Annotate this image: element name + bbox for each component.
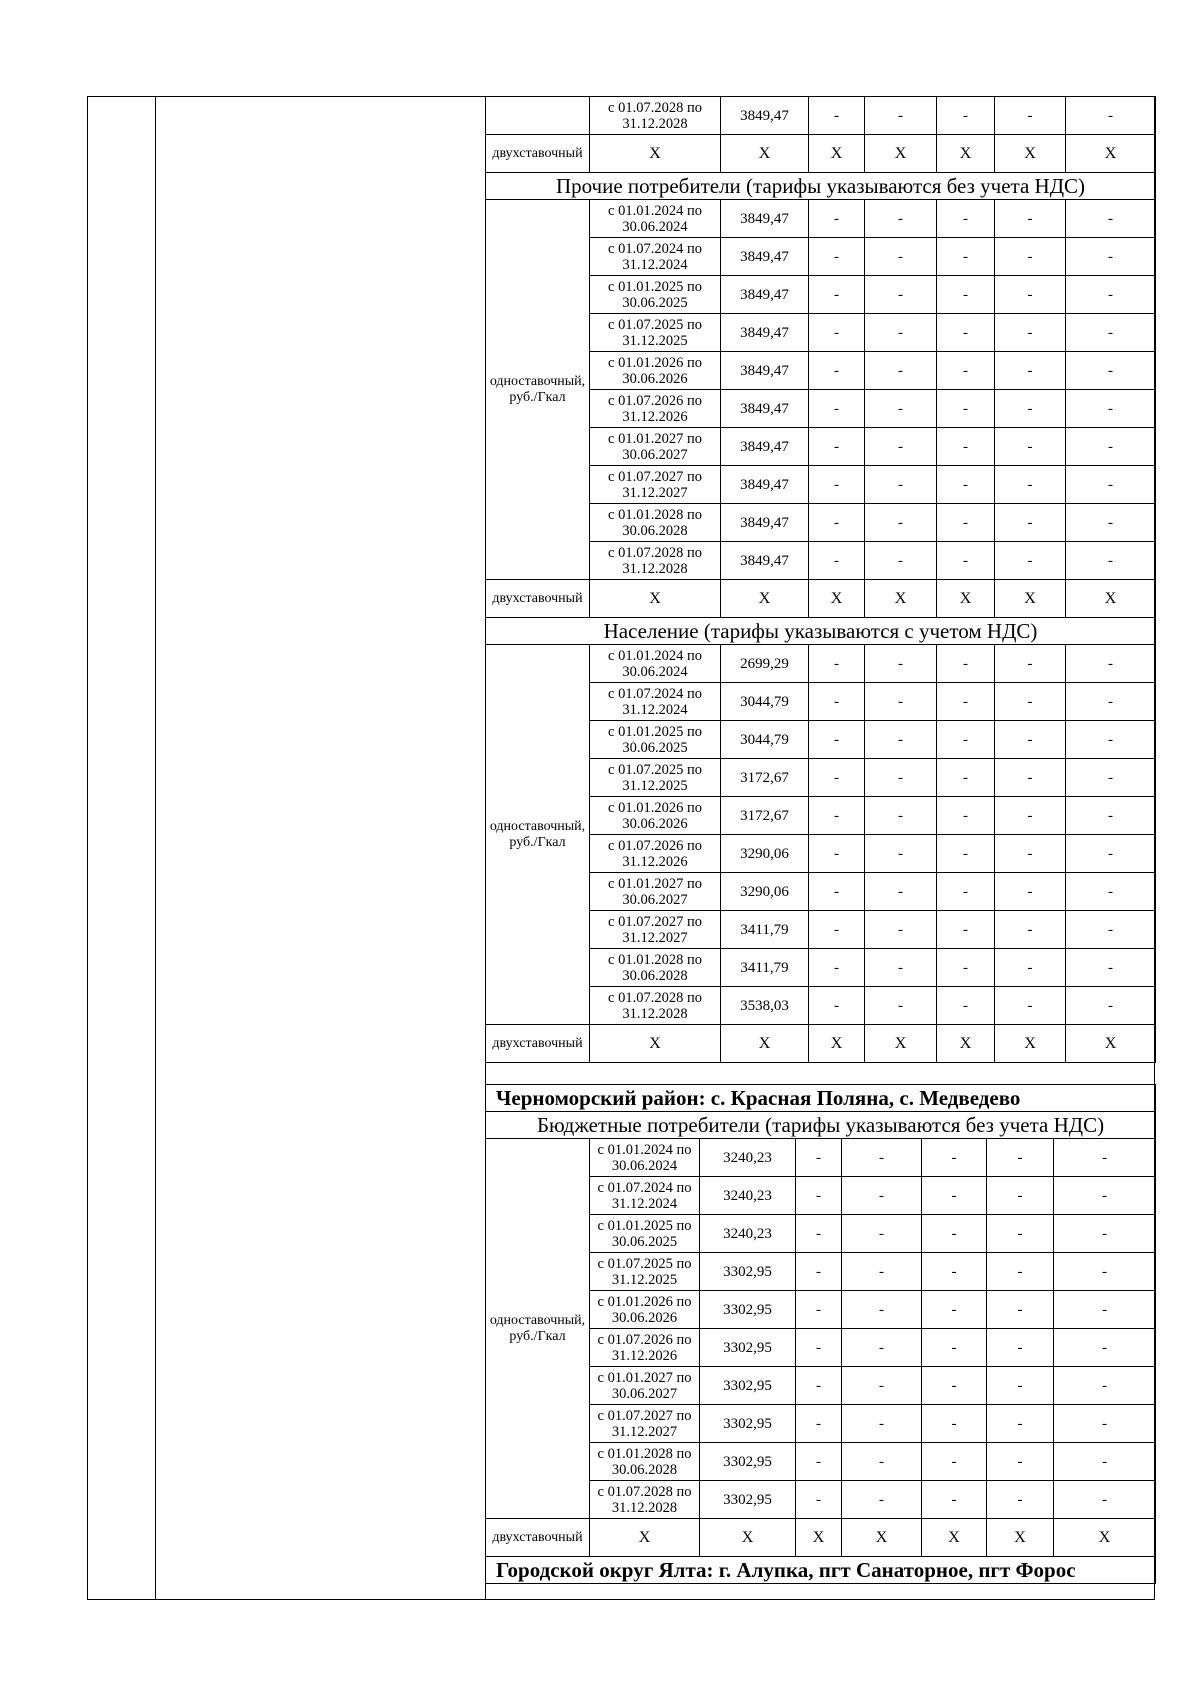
x-cell: X: [922, 1519, 987, 1557]
period-cell: с 01.07.2028 по 31.12.2028: [590, 987, 721, 1025]
section-header: Население (тарифы указываются с учетом НДС): [486, 618, 1156, 645]
empty-cell: -: [1066, 352, 1156, 390]
empty-cell: -: [937, 276, 995, 314]
empty-cell: -: [1066, 721, 1156, 759]
empty-cell: -: [796, 1253, 842, 1291]
table-row: [486, 135, 1156, 173]
period-cell: с 01.01.2026 по 30.06.2026: [590, 352, 721, 390]
table-row: [486, 1085, 1156, 1112]
empty-cell: -: [995, 683, 1066, 721]
x-cell: X: [700, 1519, 796, 1557]
x-cell: X: [937, 1025, 995, 1063]
period-cell: с 01.01.2025 по 30.06.2025: [590, 1215, 700, 1253]
table-row: [486, 1025, 1156, 1063]
empty-cell: -: [937, 759, 995, 797]
empty-cell: -: [937, 238, 995, 276]
period-cell: с 01.07.2027 по 31.12.2027: [590, 1405, 700, 1443]
empty-cell: -: [937, 987, 995, 1025]
empty-cell: -: [922, 1177, 987, 1215]
empty-cell: -: [865, 759, 937, 797]
tariff-value: 3849,47: [721, 276, 809, 314]
empty-cell: -: [1066, 949, 1156, 987]
empty-cell: -: [1066, 428, 1156, 466]
period-cell: с 01.01.2028 по 30.06.2028: [590, 1443, 700, 1481]
empty-cell: -: [995, 949, 1066, 987]
tariff-value: 3849,47: [721, 352, 809, 390]
tariff-value: 3302,95: [700, 1481, 796, 1519]
period-cell: с 01.07.2026 по 31.12.2026: [590, 835, 721, 873]
x-cell: X: [1066, 1025, 1156, 1063]
empty-cell: -: [1066, 542, 1156, 580]
tariff-value: 3302,95: [700, 1253, 796, 1291]
x-cell: X: [721, 1025, 809, 1063]
empty-cell: -: [809, 873, 865, 911]
empty-cell: -: [842, 1367, 922, 1405]
tariff-table-bottom: [485, 1084, 1156, 1584]
empty-cell: -: [796, 1215, 842, 1253]
x-cell: X: [590, 1519, 700, 1557]
empty-cell: -: [922, 1405, 987, 1443]
empty-cell: -: [809, 504, 865, 542]
empty-cell: -: [865, 797, 937, 835]
x-cell: X: [995, 135, 1066, 173]
empty-cell: -: [1054, 1367, 1156, 1405]
period-cell: с 01.01.2025 по 30.06.2025: [590, 721, 721, 759]
empty-cell: -: [1066, 645, 1156, 683]
empty-cell: -: [1066, 873, 1156, 911]
empty-cell: -: [995, 314, 1066, 352]
x-cell: X: [590, 135, 721, 173]
empty-cell: -: [809, 428, 865, 466]
period-cell: с 01.01.2024 по 30.06.2024: [590, 200, 721, 238]
tariff-value: 3849,47: [721, 238, 809, 276]
two-rate-label: двухставочный: [486, 135, 590, 173]
period-cell: с 01.07.2025 по 31.12.2025: [590, 1253, 700, 1291]
empty-cell: -: [995, 428, 1066, 466]
empty-cell: -: [842, 1329, 922, 1367]
empty-cell: -: [865, 97, 937, 135]
period-cell: с 01.07.2027 по 31.12.2027: [590, 911, 721, 949]
period-cell: с 01.07.2025 по 31.12.2025: [590, 759, 721, 797]
period-cell: с 01.07.2025 по 31.12.2025: [590, 314, 721, 352]
empty-cell: -: [1054, 1329, 1156, 1367]
empty-cell: -: [937, 200, 995, 238]
empty-cell: -: [995, 873, 1066, 911]
empty-cell: -: [842, 1481, 922, 1519]
empty-cell: -: [937, 504, 995, 542]
x-cell: X: [721, 580, 809, 618]
empty-cell: -: [987, 1215, 1054, 1253]
x-cell: X: [809, 1025, 865, 1063]
empty-cell: -: [1066, 97, 1156, 135]
empty-cell: -: [809, 645, 865, 683]
empty-cell: -: [937, 542, 995, 580]
period-cell: с 01.07.2024 по 31.12.2024: [590, 238, 721, 276]
empty-cell: -: [995, 238, 1066, 276]
x-cell: X: [590, 1025, 721, 1063]
empty-cell: -: [1066, 911, 1156, 949]
empty-cell: -: [865, 645, 937, 683]
period-cell: с 01.07.2027 по 31.12.2027: [590, 466, 721, 504]
empty-cell: -: [987, 1253, 1054, 1291]
empty-cell: -: [809, 238, 865, 276]
empty-cell: -: [809, 200, 865, 238]
empty-cell: -: [796, 1177, 842, 1215]
empty-cell: -: [865, 238, 937, 276]
tariff-value: 3849,47: [721, 542, 809, 580]
two-rate-label: двухставочный: [486, 1025, 590, 1063]
empty-cell: -: [995, 721, 1066, 759]
period-cell: с 01.07.2024 по 31.12.2024: [590, 683, 721, 721]
table-row: [486, 580, 1156, 618]
empty-cell: -: [995, 542, 1066, 580]
empty-cell: -: [937, 390, 995, 428]
x-cell: X: [809, 135, 865, 173]
empty-cell: -: [922, 1253, 987, 1291]
period-cell: с 01.01.2024 по 30.06.2024: [590, 645, 721, 683]
empty-cell: -: [1054, 1177, 1156, 1215]
tariff-value: 3240,23: [700, 1177, 796, 1215]
empty-cell: -: [1066, 683, 1156, 721]
empty-cell: -: [809, 97, 865, 135]
x-cell: X: [995, 1025, 1066, 1063]
tariff-value: 3172,67: [721, 797, 809, 835]
empty-cell: -: [1066, 759, 1156, 797]
empty-cell: -: [995, 759, 1066, 797]
empty-cell: -: [1054, 1139, 1156, 1177]
tariff-value: 3290,06: [721, 873, 809, 911]
x-cell: X: [721, 135, 809, 173]
tariff-value: 3538,03: [721, 987, 809, 1025]
tariff-table-top: [485, 96, 1156, 1063]
empty-cell: -: [922, 1367, 987, 1405]
one-rate-label: одноставочный, руб./Гкал: [486, 1139, 590, 1519]
empty-cell: -: [809, 987, 865, 1025]
tariff-value: 3849,47: [721, 200, 809, 238]
empty-cell: -: [1066, 238, 1156, 276]
blank-cell: [486, 97, 590, 135]
empty-cell: -: [796, 1291, 842, 1329]
empty-cell: -: [1066, 835, 1156, 873]
tariff-value: 3172,67: [721, 759, 809, 797]
table-row: [486, 645, 1156, 683]
empty-cell: -: [995, 987, 1066, 1025]
empty-cell: -: [809, 466, 865, 504]
empty-cell: -: [809, 542, 865, 580]
empty-cell: -: [809, 314, 865, 352]
x-cell: X: [796, 1519, 842, 1557]
empty-cell: -: [796, 1329, 842, 1367]
empty-cell: -: [865, 428, 937, 466]
empty-cell: -: [809, 721, 865, 759]
empty-cell: -: [1054, 1481, 1156, 1519]
empty-cell: -: [796, 1481, 842, 1519]
period-cell: с 01.01.2027 по 30.06.2027: [590, 428, 721, 466]
tariff-value: 3240,23: [700, 1215, 796, 1253]
x-cell: X: [809, 580, 865, 618]
empty-cell: -: [809, 683, 865, 721]
empty-cell: -: [865, 314, 937, 352]
empty-cell: -: [1066, 390, 1156, 428]
period-cell: с 01.07.2028 по 31.12.2028: [590, 542, 721, 580]
period-cell: с 01.01.2027 по 30.06.2027: [590, 873, 721, 911]
empty-cell: -: [865, 276, 937, 314]
table-row: [486, 1557, 1156, 1584]
empty-cell: -: [865, 352, 937, 390]
empty-cell: -: [1066, 797, 1156, 835]
period-cell: с 01.07.2026 по 31.12.2026: [590, 390, 721, 428]
period-cell: с 01.07.2026 по 31.12.2026: [590, 1329, 700, 1367]
empty-cell: -: [995, 466, 1066, 504]
tariff-value: 3302,95: [700, 1329, 796, 1367]
tariff-value: 3044,79: [721, 683, 809, 721]
tariff-value: 3290,06: [721, 835, 809, 873]
x-cell: X: [937, 135, 995, 173]
empty-cell: -: [995, 97, 1066, 135]
column-divider-1: [155, 96, 156, 1600]
tariff-value: 3411,79: [721, 949, 809, 987]
period-cell: с 01.07.2024 по 31.12.2024: [590, 1177, 700, 1215]
empty-cell: -: [987, 1405, 1054, 1443]
empty-cell: -: [995, 504, 1066, 542]
empty-cell: -: [842, 1177, 922, 1215]
two-rate-label: двухставочный: [486, 580, 590, 618]
period-cell: с 01.07.2028 по 31.12.2028: [590, 1481, 700, 1519]
empty-cell: -: [937, 835, 995, 873]
empty-cell: -: [937, 428, 995, 466]
empty-cell: -: [1066, 276, 1156, 314]
empty-cell: -: [922, 1215, 987, 1253]
empty-cell: -: [865, 390, 937, 428]
tariff-value: 3240,23: [700, 1139, 796, 1177]
empty-cell: -: [987, 1291, 1054, 1329]
empty-cell: -: [809, 390, 865, 428]
empty-cell: -: [1066, 466, 1156, 504]
tariff-value: 2699,29: [721, 645, 809, 683]
empty-cell: -: [995, 276, 1066, 314]
empty-cell: -: [865, 683, 937, 721]
one-rate-label: одноставочный, руб./Гкал: [486, 645, 590, 1025]
empty-cell: -: [937, 683, 995, 721]
tariff-value: 3302,95: [700, 1405, 796, 1443]
empty-cell: -: [937, 352, 995, 390]
empty-cell: -: [809, 797, 865, 835]
x-cell: X: [1054, 1519, 1156, 1557]
empty-cell: -: [1066, 504, 1156, 542]
empty-cell: -: [842, 1139, 922, 1177]
section-header: Прочие потребители (тарифы указываются без учета НДС): [486, 173, 1156, 200]
x-cell: X: [865, 135, 937, 173]
empty-cell: -: [809, 276, 865, 314]
empty-cell: -: [987, 1443, 1054, 1481]
empty-cell: -: [842, 1253, 922, 1291]
table-row: [486, 200, 1156, 238]
empty-cell: -: [842, 1291, 922, 1329]
tariff-value: 3411,79: [721, 911, 809, 949]
tariff-value: 3849,47: [721, 466, 809, 504]
region-header: Городской округ Ялта: г. Алупка, пгт Санаторное, пгт Форос: [486, 1557, 1156, 1584]
empty-cell: -: [995, 797, 1066, 835]
table-row: [486, 173, 1156, 200]
x-cell: X: [865, 1025, 937, 1063]
empty-cell: -: [987, 1329, 1054, 1367]
empty-cell: -: [1054, 1215, 1156, 1253]
period-cell: с 01.01.2027 по 30.06.2027: [590, 1367, 700, 1405]
tariff-value: 3849,47: [721, 504, 809, 542]
x-cell: X: [865, 580, 937, 618]
empty-cell: -: [1054, 1291, 1156, 1329]
empty-cell: -: [987, 1481, 1054, 1519]
empty-cell: -: [796, 1405, 842, 1443]
period-cell: с 01.01.2028 по 30.06.2028: [590, 949, 721, 987]
empty-cell: -: [1054, 1405, 1156, 1443]
empty-cell: -: [809, 759, 865, 797]
x-cell: X: [590, 580, 721, 618]
period-cell: с 01.01.2026 по 30.06.2026: [590, 1291, 700, 1329]
tariff-value: 3044,79: [721, 721, 809, 759]
empty-cell: -: [796, 1443, 842, 1481]
empty-cell: -: [1054, 1443, 1156, 1481]
empty-cell: -: [995, 911, 1066, 949]
empty-cell: -: [937, 645, 995, 683]
empty-cell: -: [809, 949, 865, 987]
empty-cell: -: [995, 390, 1066, 428]
tariff-value: 3302,95: [700, 1291, 796, 1329]
tariff-value: 3849,47: [721, 314, 809, 352]
x-cell: X: [995, 580, 1066, 618]
empty-cell: -: [937, 797, 995, 835]
empty-cell: -: [987, 1367, 1054, 1405]
empty-cell: -: [937, 97, 995, 135]
table-row: [486, 1112, 1156, 1139]
tariff-value: 3849,47: [721, 428, 809, 466]
empty-cell: -: [842, 1405, 922, 1443]
empty-cell: -: [1066, 987, 1156, 1025]
empty-cell: -: [796, 1139, 842, 1177]
two-rate-label: двухставочный: [486, 1519, 590, 1557]
empty-cell: -: [995, 645, 1066, 683]
empty-cell: -: [865, 200, 937, 238]
empty-cell: -: [937, 873, 995, 911]
table-row: [486, 618, 1156, 645]
empty-cell: -: [865, 873, 937, 911]
empty-cell: -: [842, 1443, 922, 1481]
empty-cell: -: [842, 1215, 922, 1253]
empty-cell: -: [865, 542, 937, 580]
region-header: Черноморский район: с. Красная Поляна, с. Медведево: [486, 1085, 1156, 1112]
empty-cell: -: [922, 1139, 987, 1177]
period-cell: с 01.01.2025 по 30.06.2025: [590, 276, 721, 314]
x-cell: X: [842, 1519, 922, 1557]
table-row: [486, 1139, 1156, 1177]
empty-cell: -: [995, 835, 1066, 873]
x-cell: X: [1066, 580, 1156, 618]
empty-cell: -: [865, 911, 937, 949]
empty-cell: -: [995, 200, 1066, 238]
period-cell: с 01.01.2024 по 30.06.2024: [590, 1139, 700, 1177]
empty-cell: -: [1066, 200, 1156, 238]
empty-cell: -: [922, 1443, 987, 1481]
empty-cell: -: [937, 721, 995, 759]
empty-cell: -: [937, 911, 995, 949]
empty-cell: -: [937, 949, 995, 987]
tariff-value: 3302,95: [700, 1367, 796, 1405]
period-cell: с 01.07.2028 по 31.12.2028: [590, 97, 721, 135]
empty-cell: -: [1066, 314, 1156, 352]
empty-cell: -: [937, 314, 995, 352]
empty-cell: -: [865, 835, 937, 873]
empty-cell: -: [922, 1329, 987, 1367]
period-cell: с 01.01.2026 по 30.06.2026: [590, 797, 721, 835]
empty-cell: -: [987, 1139, 1054, 1177]
tariff-value: 3302,95: [700, 1443, 796, 1481]
empty-cell: -: [865, 504, 937, 542]
x-cell: X: [1066, 135, 1156, 173]
one-rate-label: одноставочный, руб./Гкал: [486, 200, 590, 580]
empty-cell: -: [922, 1291, 987, 1329]
table-row: [486, 1519, 1156, 1557]
empty-cell: -: [809, 352, 865, 390]
empty-cell: -: [865, 721, 937, 759]
x-cell: X: [987, 1519, 1054, 1557]
section-header: Бюджетные потребители (тарифы указываются без учета НДС): [486, 1112, 1156, 1139]
empty-cell: -: [937, 466, 995, 504]
empty-cell: -: [865, 949, 937, 987]
empty-cell: -: [922, 1481, 987, 1519]
empty-cell: -: [865, 987, 937, 1025]
empty-cell: -: [995, 352, 1066, 390]
period-cell: с 01.01.2028 по 30.06.2028: [590, 504, 721, 542]
empty-cell: -: [809, 835, 865, 873]
empty-cell: -: [809, 911, 865, 949]
empty-cell: -: [796, 1367, 842, 1405]
empty-cell: -: [987, 1177, 1054, 1215]
empty-cell: -: [1054, 1253, 1156, 1291]
empty-cell: -: [865, 466, 937, 504]
table-row: [486, 97, 1156, 135]
tariff-value: 3849,47: [721, 390, 809, 428]
x-cell: X: [937, 580, 995, 618]
tariff-value: 3849,47: [721, 97, 809, 135]
